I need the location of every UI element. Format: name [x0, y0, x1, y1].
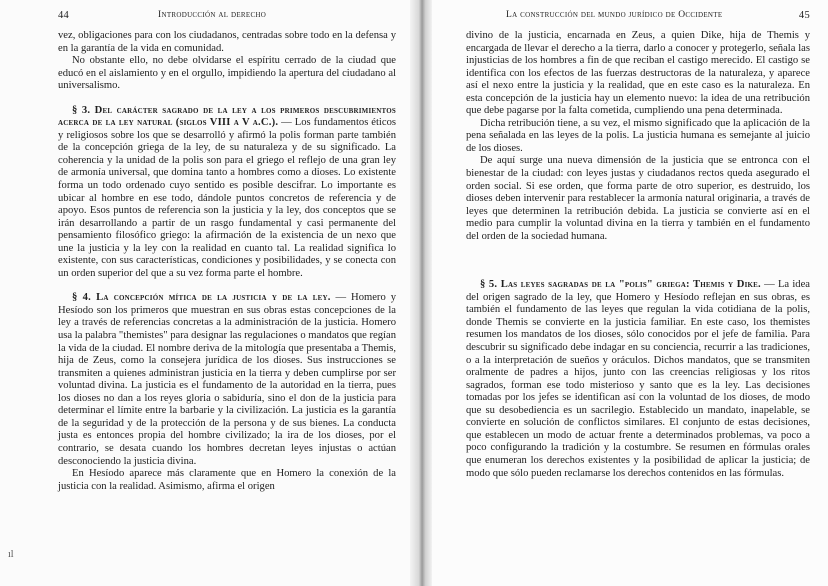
right-running-head — [466, 10, 810, 24]
right-paragraph-1: divino de la justicia, encarnada en Zeus, a quien Dike, hija de Themis y encargada de llevar el derecho a la tierra, darlo a conocer y protegerlo, señala las injusticias de los hombres a fin de que reciban el castigo merecido. El castigo se identifica con los efectos de las fuerzas destructoras de la naturaleza, y aparece así el nexo entre la justicia y la realidad, que en este caso es la naturaleza. En esta concepción de la justicia hay un elemento nuevo: la idea de una retribución que debe pagarse por la falta cometida, cumpliendo una pena determinada. — [466, 30, 810, 117]
section-5-paragraph — [466, 279, 810, 480]
section-5-heading: § 5. Las leyes sagradas de la "polis" griega: Themis y Dike. — [480, 279, 761, 291]
right-paragraph-3: De aquí surge una nueva dimensión de la justicia que se entronca con el bienestar de la ciudad: con leyes justas y ciudadanos rectos queda asegurado el orden social. Si ese orden, que forma parte de otro superior, es destruido, los dioses deben intervenir para restablecer la armonía natural originaria, a través de leyes que determinen la retribución debida. La justicia se convierte así en el medio para cumplir la voluntad divina en la tierra y también en el fundamento del orden de la sociedad humana. — [466, 155, 810, 242]
left-running-title: Introducción al derecho — [158, 10, 267, 20]
section-3-paragraph — [58, 105, 396, 281]
left-paragraph-1: vez, obligaciones para con los ciudadanos, centradas sobre todo en la defensa y en la garantía de la vida en comunidad. — [58, 30, 396, 54]
right-page — [432, 0, 828, 586]
section-4-paragraph — [58, 292, 396, 468]
section-4-body: — Homero y Hesíodo son los primeros que muestran en sus obras estas concepciones de la ley a través de referencias concretas a la administración de la justicia. Homero usa la palabra "themistes" para designar las regulaciones o mandatos que regían la vida de la ciudad. El nombre deriva de la mitología que presentaba a Themis, hija de Zeus, como la consejera jurídica de los dioses. Sus instrucciones se transmiten a quienes administran justicia en la tierra y deben cumplirse por ser voluntad divina. La justicia es el fundamento de la autoridad en la tierra, pues los dioses no dan a los reyes gloria o sabiduría, sino el don de la justicia para determinar el límite entre la barbarie y la civilización. La justicia es la garantía de la seguridad y de la protección de la persona y de sus bienes. La conducta justa es entonces propia del hombre civilizado; la ira de los dioses, por el contrario, se desata cuando los hombres decretan leyes injustas o actúan desconociendo la justicia divina. — [58, 292, 396, 467]
margin-mark: ıl — [8, 549, 14, 560]
section-3-body: — Los fundamentos éticos y religiosos sobre los que se desarrolló y afirmó la polis forman parte también de la concepción griega de la ley, de su naturaleza y de su significado. La coherencia y la unidad de la polis son para el griego el reflejo de una gran ley de armonía universal, que domina tanto a hombres como a dioses. Lo existente forma un todo ordenado cuyo sentido es posible descifrar. Lo importante es ubicar al hombre en ese todo, dándole puntos concretos de referencia y de apoyo. Esos puntos de referencia son la justicia y la ley, dos conceptos que se irán desarrollando a partir de un rasgo fundamental y casi permanente del pensamiento filosófico griego: la afirmación de la existencia de un nexo que une la justicia y la ley con la realidad en cuanto tal. La realidad significa lo existente, con sus características, condiciones y posibilidades, y se conecta con un orden superior del que a su vez forma parte el hombre. — [58, 117, 397, 279]
left-running-head — [58, 10, 396, 24]
section-4-last-paragraph: En Hesíodo aparece más claramente que en Homero la conexión de la justicia con la realidad. Asimismo, afirma el origen — [58, 468, 396, 492]
section-5-body: — La idea del origen sagrado de la ley, que Homero y Hesíodo reflejan en sus obras, es también el fundamento de las leyes que regulan la vida cotidiana de la polis, donde Themis se convierte en la justicia familiar. En este caso, los themistes resumen los mandatos de los dioses, sólo conocidos por el jefe de familia. Para descubrir su significado debe indagar en su conciencia, recurrir a las tradiciones, o a la interpretación de sueños y oráculos. Dichos mandatos, que se transmiten oralmente de padres a hijos, junto con las creencias religiosas y los ritos sagrados, forman ese todo misterioso y santo que es la ley. Las decisiones tomadas por los jefes se identifican así con la voluntad de los dioses, de modo que su desobediencia es un sacrilegio. Establecido un mandato, inapelable, se convierte en solución de conflictos similares. El conjunto de estas decisiones, que establecen un modo de actuar frente a determinados problemas, va poco a poco configurando la tradición y la costumbre. Se resumen en fórmulas orales que enumeran los derechos existentes y la posibilidad de aplicar la justicia; de modo que sólo pueden reclamarse los derechos contenidos en las fórmulas. — [466, 279, 810, 479]
left-page — [0, 0, 410, 586]
right-text-column — [466, 30, 810, 480]
right-page-number: 45 — [798, 10, 810, 21]
section-3-heading: § 3. Del carácter sagrado de la ley a los primeros descubrimientos acerca de la ley natural (siglos VIII a V a.C.). — [58, 104, 396, 129]
book-gutter — [410, 0, 432, 586]
section-4-heading: § 4. La concepción mítica de la justicia y de la ley. — [72, 292, 331, 304]
left-page-number: 44 — [58, 10, 70, 21]
right-paragraph-2: Dicha retribución tiene, a su vez, el mismo significado que la aplicación de la pena señalada en las leyes de la polis. La justicia humana es semejante al juicio de los dioses. — [466, 117, 810, 154]
right-running-title: La construcción del mundo jurídico de Occidente — [506, 10, 723, 20]
left-paragraph-2: No obstante ello, no debe olvidarse el espíritu cerrado de la ciudad que educó en el aislamiento y en el orgullo, impidiendo la apertura del ciudadano al universalismo. — [58, 55, 396, 92]
left-text-column — [58, 30, 396, 493]
